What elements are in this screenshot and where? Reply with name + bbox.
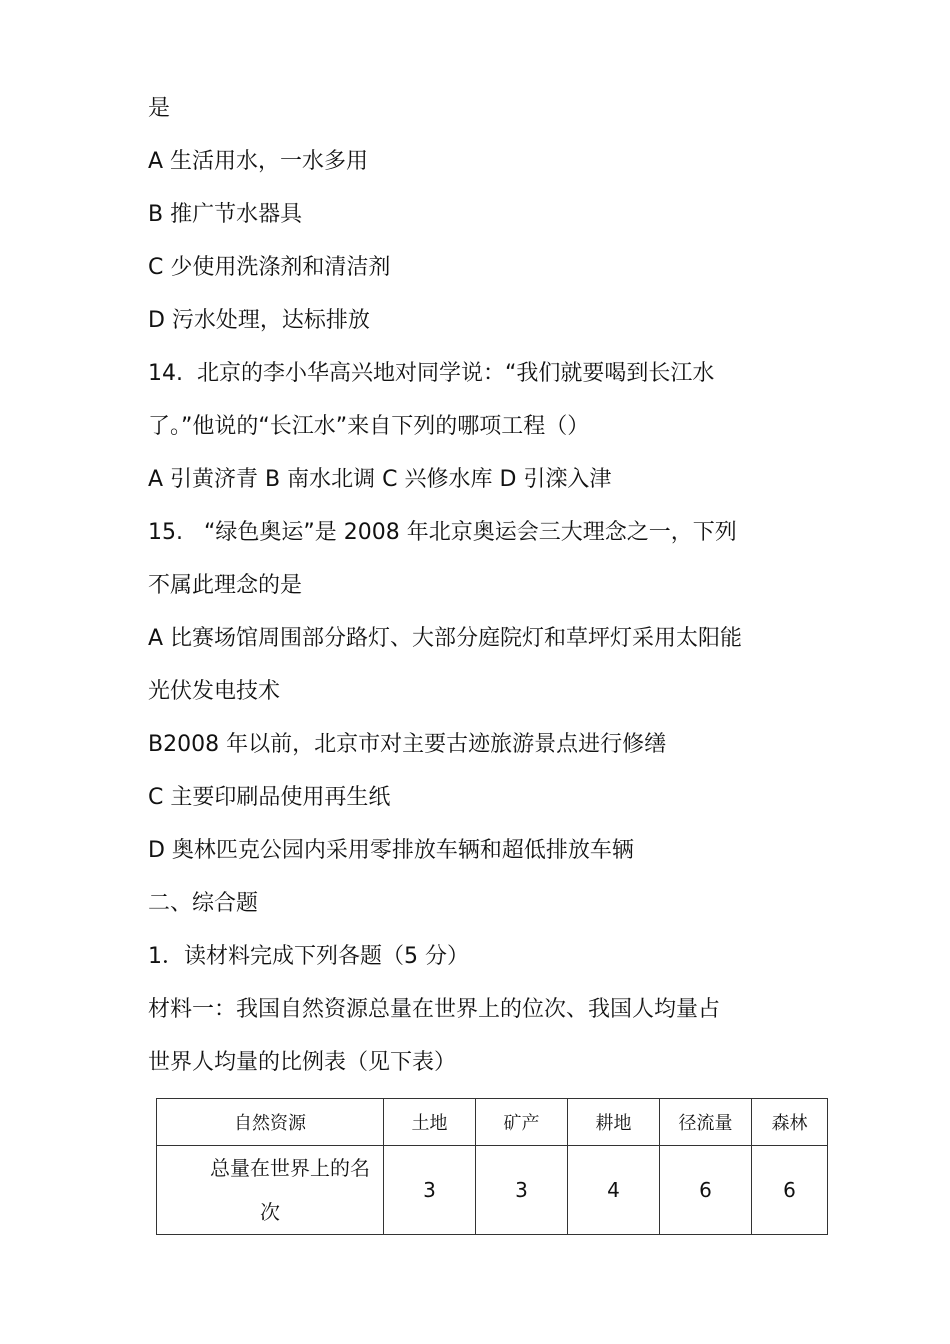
table-cell: 3 [476, 1146, 568, 1235]
table-header-cell: 自然资源 [157, 1099, 384, 1146]
option-line: C 少使用洗涤剂和清洁剂 [148, 255, 391, 280]
material-text-cont: 世界人均量的比例表（见下表） [148, 1050, 457, 1075]
option-line: A 比赛场馆周围部分路灯、大部分庭院灯和草坪灯采用太阳能 [148, 626, 743, 651]
option-line: A 生活用水，一水多用 [148, 149, 369, 174]
table-header-row [157, 1099, 828, 1146]
option-line: C 主要印刷品使用再生纸 [148, 785, 391, 810]
table-header-cell: 径流量 [660, 1099, 752, 1146]
table-header-cell: 耕地 [568, 1099, 660, 1146]
option-line-cont: 光伏发电技术 [148, 679, 281, 704]
option-line: B 推广节水器具 [148, 202, 303, 227]
resource-table [156, 1098, 828, 1235]
text-line: 是 [148, 96, 171, 121]
option-line: A 引黄济青 B 南水北调 C 兴修水库 D 引滦入津 [148, 467, 612, 492]
material-text: 材料一：我国自然资源总量在世界上的位次、我国人均量占 [148, 997, 721, 1022]
table-row-label [157, 1146, 384, 1235]
question-15: 15. “绿色奥运”是 2008 年北京奥运会三大理念之一，下列 [148, 520, 737, 545]
table-header-cell: 矿产 [476, 1099, 568, 1146]
table-cell: 6 [752, 1146, 828, 1235]
row-label-part: 总量在世界上的名 [210, 1156, 370, 1180]
table-header-cell: 森林 [752, 1099, 828, 1146]
row-label-part: 次 [260, 1200, 280, 1224]
table-row [157, 1146, 828, 1235]
question-15-cont: 不属此理念的是 [148, 573, 303, 598]
option-line: D 奥林匹克公园内采用零排放车辆和超低排放车辆 [148, 838, 634, 863]
section-heading: 二、综合题 [148, 891, 259, 916]
option-line: D 污水处理，达标排放 [148, 308, 370, 333]
question-14: 14. 北京的李小华高兴地对同学说：“我们就要喝到长江水 [148, 361, 715, 386]
table-cell: 6 [660, 1146, 752, 1235]
table-cell: 3 [384, 1146, 476, 1235]
question-14-cont: 了。”他说的“长江水”来自下列的哪项工程（） [148, 414, 590, 439]
table-cell: 4 [568, 1146, 660, 1235]
table-header-cell: 土地 [384, 1099, 476, 1146]
question-1: 1．读材料完成下列各题（5 分） [148, 944, 469, 969]
option-line: B2008 年以前，北京市对主要古迹旅游景点进行修缮 [148, 732, 667, 757]
